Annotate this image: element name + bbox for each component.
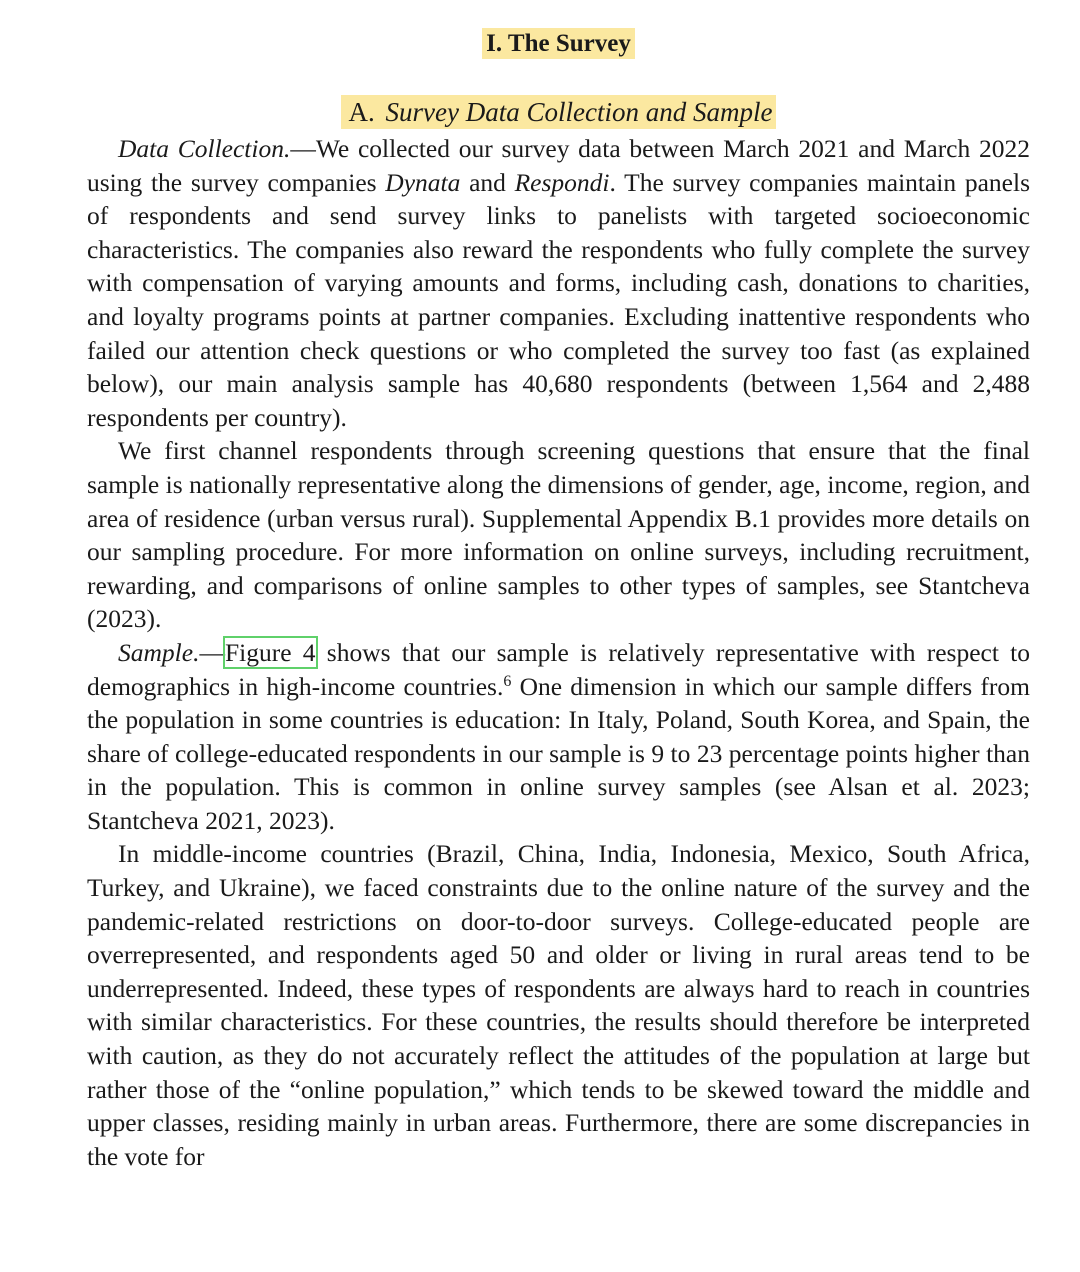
figure-4-link[interactable]: Figure 4 <box>224 637 316 667</box>
data-collection-lead: Data Collection. <box>118 134 291 163</box>
sample-dash: — <box>199 637 225 667</box>
sample-lead: Sample. <box>118 637 200 667</box>
data-collection-paragraph-2: We first channel respondents through screening questions that ensure that the final sample is nationally representative along the dimensions of gender, age, income, region, and area of residence (urban versus rural). Supplemental Appendix B.1 provides more details on our sampling procedure. For more information on online surveys, including recruitment, rewarding, and comparisons of online samples to other types of samples, see Stantcheva (2023). <box>87 436 1030 634</box>
sample-paragraph-1 <box>87 636 1030 838</box>
sample-text-a: shows that our sample is relatively representative with respect to demographics in high-income countries. <box>87 637 1031 701</box>
section-title: I. The Survey <box>482 28 635 59</box>
paper-page <box>87 24 1030 1173</box>
subsection-number: A. <box>345 95 379 129</box>
sample-paragraph-2: In middle-income countries (Brazil, China, India, Indonesia, Mexico, South Africa, Turkey, and Ukraine), we faced constraints due to the online nature of the survey and the pandemic-related restrictions on door-to-door surveys. College-educated people are overrepresented, and respondents aged 50 and older or living in rural areas tend to be underrepresented. Indeed, these types of respondents are always hard to reach in countries with similar characteristics. For these countries, the results should therefore be interpreted with caution, as they do not accurately reflect the attitudes of the population at large but rather those of the “online population,” which tends to be skewed toward the middle and upper classes, residing mainly in urban areas. Furthermore, there are some discrepancies in the vote for <box>87 839 1030 1171</box>
sample-text-b: One dimension in which our sample differs from the population in some countries is education: In Italy, Poland, South Korea, and Spain, the share of college-educated respondents in our sample is 9 to 23 percentage points higher than in the population. This is common in online survey samples (see Alsan et al. 2023; Stantcheva 2021, 2023). <box>87 671 1030 835</box>
data-collection-and: and <box>460 167 515 197</box>
subsection-heading <box>87 92 1030 132</box>
footnote-6-marker[interactable]: 6 <box>503 672 512 690</box>
respondi-name: Respondi <box>514 167 610 197</box>
subsection-title-highlight <box>341 95 777 129</box>
dynata-name: Dynata <box>385 167 461 197</box>
data-collection-paragraph-1 <box>87 132 1030 434</box>
data-collection-text-a: —We collected our survey data between March 2021 and March 2022 using the survey companies <box>87 134 1030 197</box>
section-heading <box>87 24 1030 64</box>
data-collection-text-b: . The survey companies maintain panels of respondents and send survey links to panelists with targeted socioeconomic characteristics. The companies also reward the respondents who fully complete the survey with compensation of varying amounts and forms, including cash, donations to charities, and loyalty programs points at partner companies. Excluding inattentive respondents who failed our attention check questions or who completed the survey too fast (as explained below), our main analysis sample has 40,680 respondents (between 1,564 and 2,488 respondents per country). <box>87 167 1030 432</box>
subsection-title: Survey Data Collection and Sample <box>385 97 773 127</box>
